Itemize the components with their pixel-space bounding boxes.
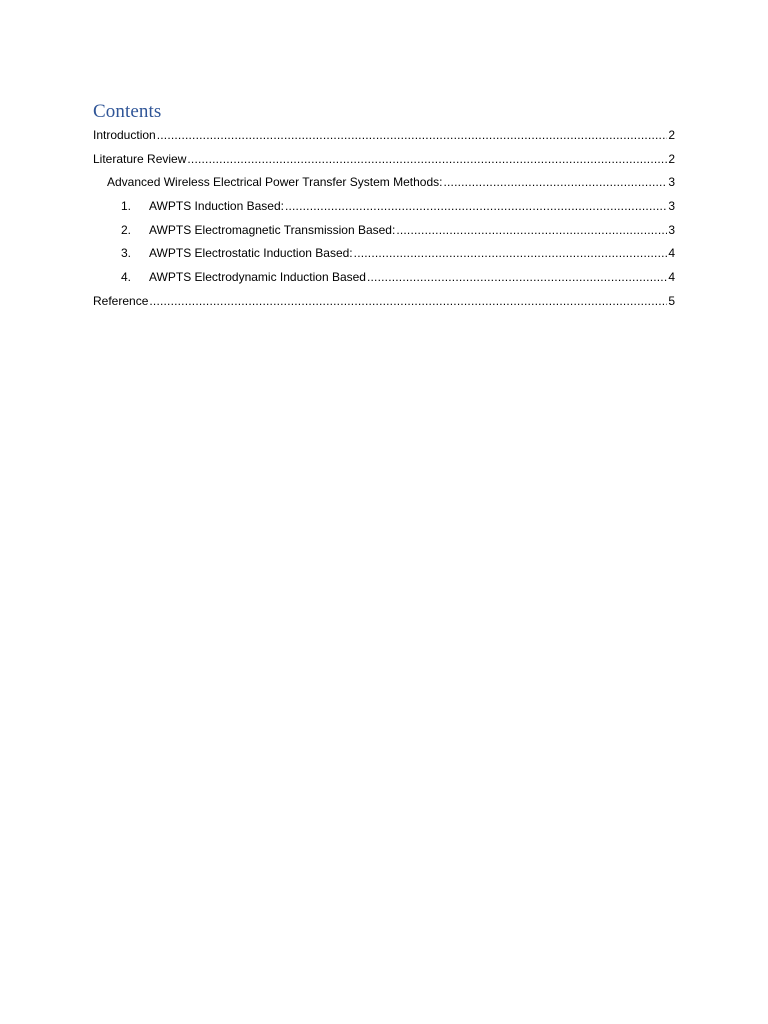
toc-page-number: 4: [668, 246, 675, 261]
toc-entry-awpts-methods[interactable]: [93, 172, 675, 196]
toc-entry-reference[interactable]: [93, 291, 675, 315]
table-of-contents: [93, 125, 675, 315]
toc-page-number: 3: [668, 199, 675, 214]
toc-entry-electrostatic-induction[interactable]: [93, 243, 675, 267]
toc-entry-number: 1.: [121, 199, 132, 214]
toc-entry-label: AWPTS Electrodynamic Induction Based: [149, 270, 366, 285]
toc-entry-label: Advanced Wireless Electrical Power Transfer System Methods:: [107, 175, 443, 190]
toc-dot-leader: [285, 196, 667, 216]
toc-entry-number: 3.: [121, 246, 132, 261]
toc-page-number: 4: [668, 270, 675, 285]
toc-entry-number: 4.: [121, 270, 132, 285]
toc-entry-literature-review[interactable]: [93, 149, 675, 173]
toc-dot-leader: [443, 172, 667, 192]
toc-page-number: 2: [668, 151, 675, 166]
toc-entry-number: 2.: [121, 222, 132, 237]
toc-dot-leader: [396, 220, 667, 240]
toc-dot-leader: [187, 149, 667, 169]
toc-entry-label: Introduction: [93, 128, 156, 142]
toc-page-number: 5: [668, 293, 675, 308]
toc-dot-leader: [367, 267, 667, 287]
toc-entry-label: AWPTS Electrostatic Induction Based:: [149, 246, 353, 261]
toc-entry-induction-based[interactable]: [93, 196, 675, 220]
toc-entry-label: AWPTS Induction Based:: [149, 199, 284, 214]
toc-page-number: 3: [668, 175, 675, 190]
toc-dot-leader: [157, 125, 668, 145]
toc-page-number: 2: [668, 128, 675, 142]
toc-title: Contents: [93, 101, 162, 122]
toc-entry-label: AWPTS Electromagnetic Transmission Based:: [149, 222, 396, 237]
toc-entry-electromagnetic-transmission[interactable]: [93, 220, 675, 244]
toc-dot-leader: [354, 243, 668, 263]
toc-entry-label: Reference: [93, 293, 149, 308]
toc-entry-introduction[interactable]: [93, 125, 675, 149]
toc-dot-leader: [149, 291, 667, 311]
toc-entry-electrodynamic-induction[interactable]: [93, 267, 675, 291]
toc-page-number: 3: [668, 222, 675, 237]
toc-entry-label: Literature Review: [93, 151, 187, 166]
